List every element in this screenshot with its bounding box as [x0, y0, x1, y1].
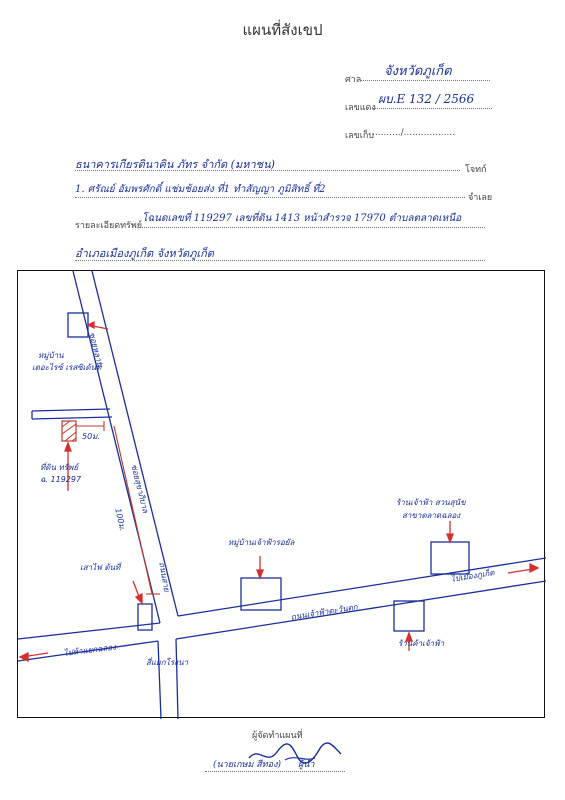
property-line1: โฉนดเลขที่ 119297 เลขที่ดิน 1413 หน้าสำรวจ 17970 ตำบลตลาดเหนือ: [142, 213, 462, 224]
label-road-vertical-top: ซอยหลาน: [87, 331, 105, 368]
label-distance-100: 100ม.: [113, 507, 128, 532]
label-road-main: ถนนเจ้าฟ้าตะวันตก: [290, 602, 359, 622]
plaintiff-value: ธนาคารเกียรตินาคิน ภัทร จำกัด (มหาชน): [75, 158, 275, 171]
label-shop-bottom: ร้านค้าเจ้าฟ้า: [398, 639, 445, 648]
label-to-right: ไปเมืองภูเก็ต: [450, 568, 496, 584]
side-street-top: [32, 409, 110, 411]
signature-caption: ผู้จัดทำแผนที่: [252, 731, 303, 741]
case-no-value: ผบ.E 132 / 2566: [378, 92, 475, 106]
court-label: ศาล: [345, 75, 362, 85]
case-no-label: เลขแดง: [345, 103, 376, 113]
label-village-mid: หมู่บ้านเจ้าฟ้ารอยัล: [228, 538, 295, 547]
road-main-left-upper: [18, 623, 160, 639]
label-distance-50: 50ม.: [82, 432, 100, 441]
label-house-top: หมู่บ้าน: [38, 351, 64, 360]
road-main-right-lower: [176, 581, 546, 639]
label-house-top-2: เดอะไรซ์ เรสซิเด้นท์: [32, 363, 102, 372]
label-land-marker: ที่ดิน ทรัพย์: [40, 463, 79, 472]
label-road-vertical-mid: ซอยสุขาภิบาล: [129, 463, 151, 514]
court-value: จังหวัดภูเก็ต: [384, 64, 452, 79]
defendant-dots: [75, 197, 465, 198]
label-junction: สี่แยกโรงนา: [146, 658, 189, 667]
exec-no-value: ........../..................: [372, 128, 456, 138]
label-shop-right: ร้านเจ้าฟ้า สวนสุนัข: [396, 498, 466, 507]
road-vertical-lower-right: [176, 639, 178, 719]
property-label: รายละเอียดทรัพย์: [75, 221, 143, 231]
label-pole: เสาไฟ ต้นที่: [80, 563, 121, 572]
property-line2: อำเภอเมืองภูเก็ต จังหวัดภูเก็ต: [75, 247, 214, 260]
road-vertical-lower-left: [158, 641, 161, 719]
signature-role: ผู้นำ: [298, 760, 315, 770]
label-shop-right-2: สาขาตลาดฉลอง: [402, 511, 461, 520]
defendant-label: จำเลย: [468, 193, 493, 203]
exec-no-label: เลขเก็บ: [345, 131, 374, 141]
side-street-bottom: [32, 417, 112, 419]
pole-rect: [138, 604, 152, 630]
shop-right-rect: [431, 542, 469, 574]
label-to-left: ไปห้าแยกฉลอง: [63, 642, 117, 658]
shop-bottom-rect: [394, 601, 424, 631]
sketch-map: [17, 270, 545, 718]
label-land-deed: ฉ. 119297: [40, 475, 82, 484]
property-dots-1: [140, 227, 485, 228]
plaintiff-label: โจทก์: [465, 165, 487, 175]
defendant-value: 1. ศรัณย์ อัมพรศักดิ์ แช่มช้อยส่ง ที่1 ทำสัญญา ภูมิสิทธิ์ ที่2: [75, 184, 326, 195]
label-road-vertical-bottom: ถนนสาย: [157, 561, 172, 593]
page-title: แผนที่สังเขป: [242, 21, 323, 39]
land-parcel: [62, 421, 76, 441]
signature-name: (นายเกษม สีทอง): [213, 760, 281, 770]
signature-dots: [205, 771, 345, 772]
